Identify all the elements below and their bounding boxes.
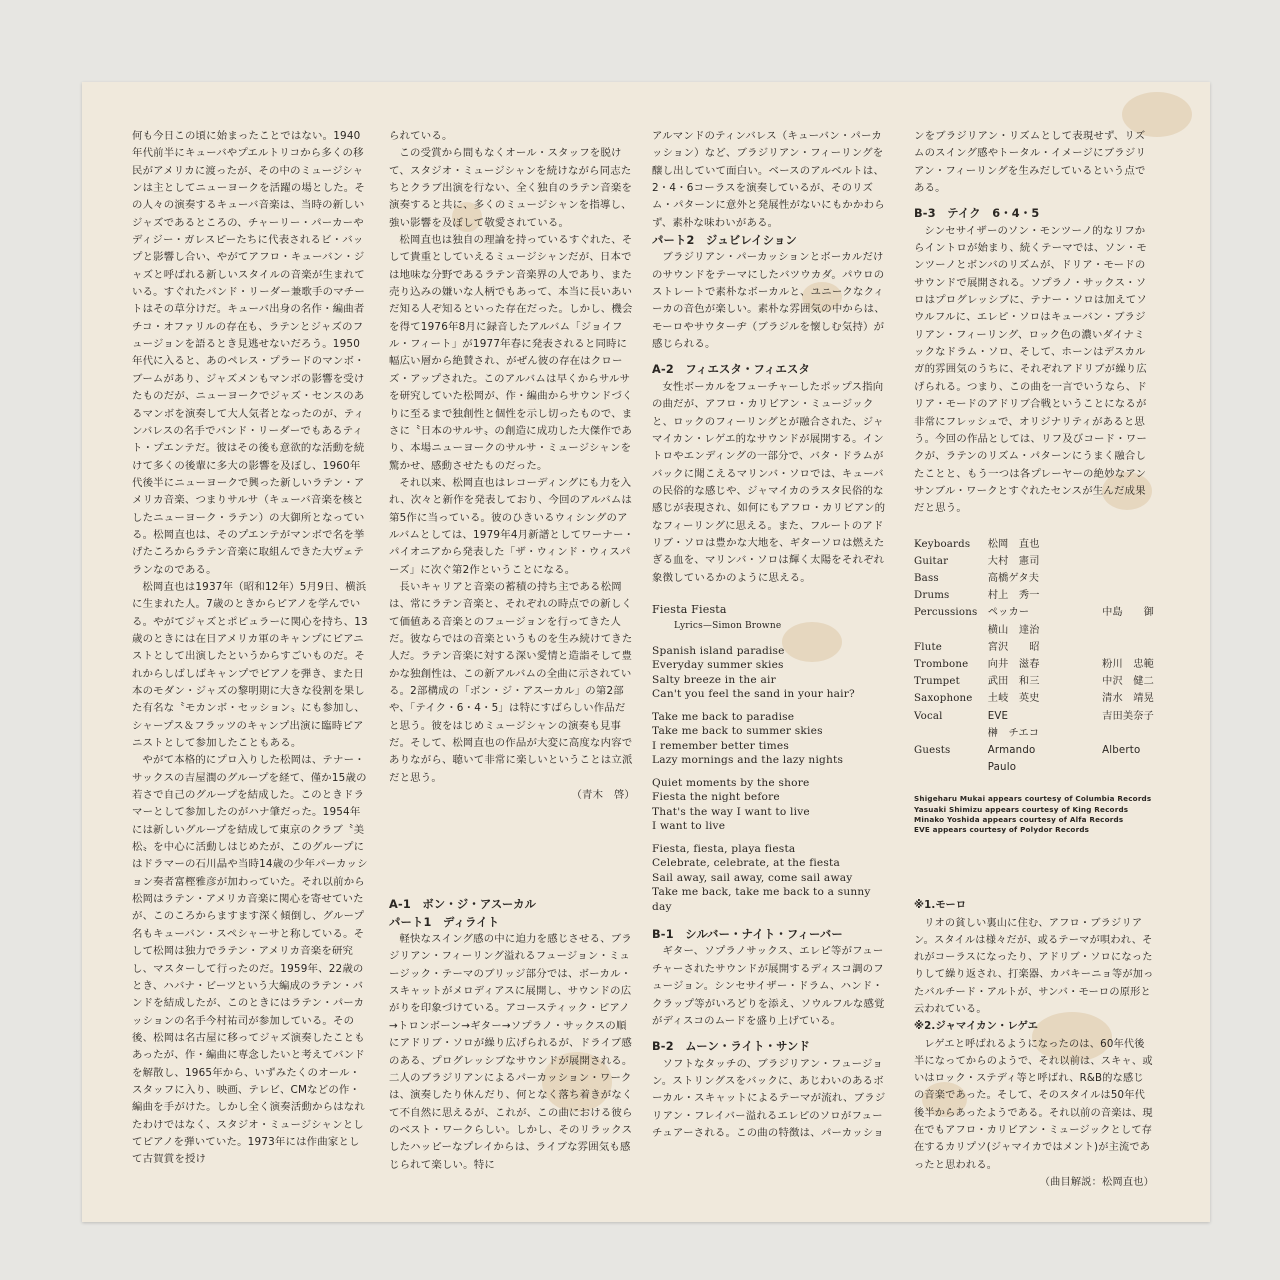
- credit-name-2: [1102, 553, 1154, 570]
- credit-role: [914, 725, 988, 742]
- paragraph: 女性ボーカルをフューチャーしたポップス指向の曲だが、アフロ・カリビアン・ミュージックと、ロックのフィーリングとが融合された、ジャマイカン・レゲエ的なサウンドが展開する。イントロやエンディングの一部分で、バタ・ドラムがバックに聞こえるマリンバ・ソロでは、キューバの民俗的な感じや、ジャマイカのラスタ民俗的な感じが表現され、如何にもアフロ・カリビアン的なフィーリングに思える。また、フルートのアドリブ・ソロは豊かな大地を、ギターソロは燃えたぎる血を、マリンバ・ソロは輝く太陽をそれぞれ象徴しているかのように思える。: [652, 380, 886, 584]
- lyrics-stanza: [652, 644, 892, 702]
- lyric-line: Fiesta, fiesta, playa fiesta: [652, 842, 796, 855]
- track-subheading-part2: パート2 ジュビレイション: [652, 234, 798, 248]
- credit-name: 武田 和三: [987, 676, 1040, 688]
- credit-name-2: [1102, 725, 1154, 742]
- lyrics-block: [652, 601, 892, 914]
- paragraph: ブラジリアン・パーカッションとボーカルだけのサウンドをテーマにしたバツウカダ。パウロのストレートで素朴なボーカルと、ユニークなクィーカの音色が楽しい。素朴な雰囲気の中からは、モーロやサウターヂ（ブラジルを懐しむ気持）が感じられる。: [652, 251, 885, 351]
- credit-row: [914, 570, 1154, 587]
- lyric-line: That's the way I want to live: [652, 805, 810, 818]
- track-heading-b3: B-3 テイク 6・4・5: [914, 207, 1040, 221]
- credit-role: Percussions: [914, 607, 978, 619]
- credit-name-2: [1102, 759, 1154, 776]
- lyric-line: Everyday summer skies: [652, 659, 784, 672]
- courtesy-line: Minako Yoshida appears courtesy of Alfa Records: [914, 814, 1124, 824]
- credit-row: [914, 742, 1154, 759]
- credit-row: [914, 639, 1154, 656]
- credit-name: 松岡 直也: [987, 538, 1040, 550]
- paragraph: 松岡直也は独自の理論を持っているすぐれた、そして貴重としていえるミュージシャンだが、日本では地味な分野であるラテン音楽界の人であり、また売り込みの嫌いな人柄でもあって、本当に長いあいだ知る人ぞ知るといった存在だった。しかし、機会を得て1976年8月に録音したアルバム「ジョイフル・フィート」が1977年春に発表されると同時に幅広い層から絶賛され、がぜん彼の存在はクローズ・アップされた。このアルバムは早くからサルサを研究していた松岡が、作・編曲からサウンドづくりに至るまで独創性と個性を示し切ったもので、まさに〝日本のサルサ〟の創造に成功した大傑作であり、本場ニューヨークのサルサ・ミュージシャンを驚かせ、感動させたものだった。: [389, 234, 633, 472]
- track-heading-a1: A-1 ボン・ジ・アスーカル: [389, 898, 537, 912]
- credit-row: [914, 673, 1154, 690]
- lyric-line: Lazy mornings and the lazy nights: [652, 754, 844, 767]
- lyrics-stanza: [652, 776, 892, 834]
- credit-row: [914, 604, 1154, 621]
- credit-name-2: Alberto: [1102, 745, 1141, 756]
- credit-name-2: [1102, 587, 1154, 604]
- credit-name: 村上 秀一: [987, 590, 1040, 602]
- courtesy-notes: [914, 794, 1154, 835]
- lyric-line: Spanish island paradise: [652, 644, 785, 657]
- credit-name: 高橋ゲタ夫: [987, 572, 1040, 584]
- credit-name-2: [1102, 536, 1154, 553]
- track-subheading-part1: パート1 ディライト: [389, 915, 500, 929]
- footnote-text: レゲエと呼ばれるようになったのは、60年代後半になってからのようで、それ以前は、スキャ、或いはロック・ステディ等と呼ばれ、R&B的な感じの音楽であった。そして、そのスタイルは50年代後半からあったようである。それ以前の音楽は、現在でもアフロ・カリビアン・ミュージックとして存在するカリプソ(ジャマイカではメント)が主流であったと思われる。: [914, 1038, 1153, 1171]
- column-3: [652, 128, 892, 1142]
- credit-name: ペッカー: [987, 607, 1030, 619]
- credit-role: [914, 622, 988, 639]
- footnote-text: リオの貧しい裏山に住む、アフロ・ブラジリアン。スタイルは様々だが、或るテーマが唄われ、それがコーラスになったり、アドリブ・ソロになったりして繰り返され、打楽器、カバキーニョ等が加ったバルチード・アルトが、サンバ・モーロの原形と云われている。: [914, 917, 1154, 1015]
- credit-row: [914, 553, 1154, 570]
- lyric-line: Celebrate, celebrate, at the fiesta: [652, 857, 840, 870]
- paragraph: 軽快なスイング感の中に迫力を感じさせる、ブラジリアン・フィーリング溢れるフュージョン・ミュージック・テーマのブリッジ部分では、ボーカル・スキャットがメロディアスに展開し、サウンドの広がりを印象づけている。アコースティック・ピアノ→トロンボーン→ギター→ソプラノ・サックスの順にアドリブ・ソロが繰り広げられるが、ドライブ感のある、プログレッシブなサウンドが展開される。二人のブラジリアンによるパーカッション・ワークは、演奏したり休んだり、何となく落ち着きがなくて不自然に思えるが、これが、この曲における彼らのベスト・ワークらしい。しかし、そのリラックスしたハッピーなプレイからは、ライブな雰囲気も感じられて楽しい。特に: [389, 933, 633, 1171]
- credit-row: [914, 725, 1154, 742]
- credit-name: Paulo: [987, 762, 1017, 774]
- credit-name: EVE: [987, 710, 1009, 722]
- credit-role: Vocal: [914, 710, 943, 722]
- paragraph: 長いキャリアと音楽の蓄積の持ち主である松岡は、常にラテン音楽と、それぞれの時点での新しくて価値ある音楽とのフュージョンを行ってきた人だ。彼ならではの音楽というものを生み続けてきた人だ。ラテン音楽に対する深い愛情と造詣そして豊かな独創性は、この新アルバムの全曲に示されている。2部構成の「ボン・ジ・アスーカル」の第2部や、「テイク・6・4・5」は特にすばらしい作品だと思う。彼をはじめミュージシャンの演奏も見事だ。そして、松岡直也の作品が大変に高度な内容でありながら、聴いて非常に楽しいということは立派だと思う。: [389, 580, 633, 784]
- credit-role: Flute: [914, 641, 943, 653]
- paragraph: ギター、ソプラノサックス、エレピ等がフューチャーされたサウンドが展開するディスコ調のフュージョン。シンセサイザー・ドラム、ハンド・クラップ等がいろどりを添え、ソウルフルな感覚がディスコのムードを盛り上げている。: [652, 945, 885, 1027]
- footnotes: [914, 897, 1154, 1191]
- credit-row: [914, 708, 1154, 725]
- lyric-line: Take me back to paradise: [652, 710, 795, 723]
- lyric-line: Can't you feel the sand in your hair?: [652, 688, 855, 701]
- credit-role: Guitar: [914, 555, 949, 567]
- credit-row: [914, 536, 1154, 553]
- paragraph: この受賞から間もなくオール・スタッフを脱けて、スタジオ・ミュージシャンを続けながら同志たちとクラブ出演を行ない、全く独自のラテン音楽を演奏すると共に、多くのミュージシャンを指導し、強い影響を及ぼして敬愛されている。: [389, 147, 633, 229]
- credit-name-2: [1102, 622, 1154, 639]
- credit-row: [914, 587, 1154, 604]
- track-heading-b1: B-1 シルバー・ナイト・フィーバー: [652, 928, 843, 942]
- credit-name: 横山 達治: [987, 624, 1040, 636]
- credit-row: [914, 656, 1154, 673]
- credit-name-2: [1102, 639, 1154, 656]
- lyric-line: Sail away, sail away, come sail away: [652, 871, 853, 884]
- lyric-line: Salty breeze in the air: [652, 673, 776, 686]
- credit-name: 榊 チエコ: [987, 727, 1040, 739]
- paragraph: やがて本格的にプロ入りした松岡は、テナー・サックスの吉屋潤のグループを経て、僅か15歳の若さで自己のグループを結成した。このときドラマーとして参加したのがハナ肇だった。1954年には新しいグループを結成して東京のクラブ〝美松〟を中心に活動しはじめたが、このグループにはドラマーの石川晶や当時14歳の少年パーカッション奏者富樫雅彦が加わっていた。それ以前から松岡はラテン・アメリカ音楽に関心を寄せていたが、このころからますます深く傾倒し、グループ名もキューバン・スペシャーサと称している。そして松岡は独力でラテン・アメリカ音楽を研究し、マスターして行ったのだ。1959年、22歳のとき、ハバナ・ビーツという大編成のラテン・バンドを結成したが、このときにはラテン・パーカッションの名手今村祐司が参加している。その後、松岡は名古屋に移ってジャズ演奏したこともあったが、作・編曲に専念したいと考えてバンドを解散し、1965年から、いずみたくのオール・スタッフに入り、映画、テレビ、CMなどの作・編曲を手がけた。しかし全く演奏活動からはなれたわけではなく、スタジオ・ミュージシャンとしてピアノを弾いていた。1973年には作曲家として古賀賞を授け: [132, 754, 368, 1166]
- track-heading-b2: B-2 ムーン・ライト・サンド: [652, 1040, 811, 1054]
- paragraph: シンセサイザーのソン・モンツーノ的なリフからイントロが始まり、続くテーマでは、ソン・モンツーノとボンバのリズムが、ドリア・モードのサウンドで展開される。ソプラノ・サックス・ソロはプログレッシブに、テナー・ソロは加えてソウルフルに、エレピ・ソロはキューバン・ブラジリアン・フィーリング、ロック色の濃いダイナミックなドラム・ソロ、そして、ホーンはデスカルガ的雰囲気のうちに、それぞれアドリブが繰り広げられる。つまり、この曲を一言でいうなら、ドリア・モードのアドリブ合戦ということになるが非常にフレッシュで、オリジナリティがあると思う。今回の作品としては、リフ及びコード・ワークが、ラテンのリズム・パターンにうまく融合したことと、もう一つは各プレーヤーの絶妙なアンサンブル・ワークとすぐれたセンスが生んだ成果だと思う。: [914, 224, 1147, 515]
- lyric-line: I remember better times: [652, 739, 789, 752]
- column-4: [914, 128, 1154, 1191]
- column-2: [389, 128, 635, 1174]
- credit-role: [914, 759, 988, 776]
- courtesy-line: EVE appears courtesy of Polydor Records: [914, 825, 1090, 835]
- credit-name-2: 粉川 忠範: [1102, 658, 1154, 670]
- lyrics-stanza: [652, 710, 892, 768]
- courtesy-line: Shigeharu Mukai appears courtesy of Columbia Records: [914, 794, 1152, 804]
- credit-name-2: 中島 御: [1102, 607, 1154, 619]
- credit-name-2: 中沢 健二: [1102, 676, 1154, 688]
- lyric-line: Fiesta the night before: [652, 791, 780, 804]
- credit-row: [914, 759, 1154, 776]
- credit-name-2: 吉田美奈子: [1102, 710, 1154, 722]
- author-signature: （曲目解説：松岡直也）: [1039, 1176, 1154, 1188]
- credit-row: [914, 622, 1154, 639]
- column-1: [132, 128, 368, 1169]
- paragraph: 何も今日この頃に始まったことではない。1940年代前半にキューバやプエルトリコから多くの移民がアメリカに渡ったが、その中のミュージシャンは主としてニューヨークを活躍の場とした。その人々の演奏するキューバ音楽は、当時の新しいジャズであるところの、チャーリー・パーカーやディジー・ガレスピーたちに代表されるビ・バップと影響し合い、やがてアフロ・キューバン・ジャズと呼ばれる新しいスタイルの音楽が生まれている。すぐれたバンド・リーダー兼歌手のマチートはその草分けだ。キューバ出身の名作・編曲者チコ・オファリルの存在も、ラテンとジャズのフュージョンを語るとき見逃せないだろう。1950年代に入ると、あのペレス・プラードのマンボ・ブームがあり、ジャズメンもマンボの影響を受けたものだが、ニューヨークでジャズ・センスのあるマンボを演奏して大人気者となったのが、ティンバレスの名手でバンド・リーダーでもあるティト・プエンテだ。彼はその後も意欲的な活動を続けて多くの後輩に多大の影響を及ぼし、1960年代後半にニューヨークで興った新しいラテン・アメリカ音楽、つまりサルサ（キューバ音楽を核としたニューヨーク・ラテン）の大御所となっている。松岡直也は、そのプエンテがマンボで名を挙げたころからラテン音楽に取組んできた大ヴェテランなのである。: [132, 130, 365, 576]
- credit-row: [914, 690, 1154, 707]
- credit-name: 宮沢 昭: [987, 641, 1040, 653]
- lyric-line: Quiet moments by the shore: [652, 776, 810, 789]
- credit-name: 土岐 英史: [987, 693, 1040, 705]
- lyrics-credit: Lyrics—Simon Browne: [674, 621, 782, 632]
- paragraph: アルマンドのティンバレス（キューバン・パーカッション）など、ブラジリアン・フィーリングを醸し出していて面白い。ベースのアルベルトは、2・4・6コーラスを演奏しているが、そのリズム・パターンに意外と発展性がないにもかかわらず、素朴な味わいがある。: [652, 130, 885, 229]
- footnote-heading: ※1.モーロ: [914, 900, 967, 912]
- credit-name: 向井 滋春: [987, 658, 1040, 670]
- credit-role: Drums: [914, 590, 950, 602]
- credit-name: 大村 憲司: [987, 555, 1040, 567]
- credit-role: Keyboards: [914, 538, 971, 550]
- track-heading-a2: A-2 フィエスタ・フィエスタ: [652, 363, 811, 377]
- lyric-line: Take me back to summer skies: [652, 725, 823, 738]
- personnel-credits: [914, 536, 1154, 777]
- footnote-heading: ※2.ジャマイカン・レゲエ: [914, 1021, 1039, 1033]
- credit-name: Armando: [987, 745, 1036, 756]
- paragraph: それ以来、松岡直也はレコーディングにも力を入れ、次々と新作を発表しており、今回のアルバムは第5作に当っている。彼のひきいるウィシングのアルバムとしては、1979年4月新譜としてワーナー・パイオニアから発表した「ザ・ウィンド・ウィスパーズ」に次ぐ第2作ということになる。: [389, 476, 635, 576]
- courtesy-line: Yasuaki Shimizu appears courtesy of King Records: [914, 804, 1129, 814]
- credit-role: Saxophone: [914, 693, 973, 705]
- credit-role: Trombone: [914, 658, 969, 670]
- lyrics-stanza: [652, 842, 892, 915]
- paragraph: ンをブラジリアン・リズムとして表現せず、リズムのスイング感やトータル・イメージにブラジリアン・フィーリングを生みだしているという点である。: [914, 130, 1147, 195]
- lyrics-title: Fiesta Fiesta: [652, 602, 727, 616]
- paragraph: られている。: [389, 130, 453, 142]
- author-signature: （青木 啓）: [571, 789, 635, 802]
- credit-role: Bass: [914, 572, 939, 584]
- credit-name-2: 清水 靖晃: [1102, 693, 1154, 705]
- paragraph: ソフトなタッチの、ブラジリアン・フュージョン。ストリングスをバックに、あじわいのあるボーカル・スキャットによるテーマが流れ、ブラジリアン・フレイバー溢れるエレピのソロがフューチュアーされる。この曲の特徴は、パーカッショ: [652, 1057, 886, 1139]
- lyric-line: Take me back, take me back to a sunny day: [652, 886, 871, 913]
- lyric-line: I want to live: [652, 820, 726, 833]
- credit-name-2: [1102, 570, 1154, 587]
- credit-role: Guests: [914, 745, 951, 756]
- paragraph: 松岡直也は1937年（昭和12年）5月9日、横浜に生まれた人。7歳のときからピアノを学んでいる。やがてジャズとポピュラーに関心を持ち、13歳のときには在日アメリカ軍のキャンプにピアニストとして出演したというからすごいものだ。それからしばしばキャンプでピアノを弾き、また日本のモダン・ジャズの黎明期に大きな役割を果した有名な〝モカンボ・セッション〟にも参加し、シャープス＆フラッツのキャンプ出演に臨時ピアニストとして参加したこともある。: [132, 580, 368, 750]
- credit-role: Trumpet: [914, 676, 960, 688]
